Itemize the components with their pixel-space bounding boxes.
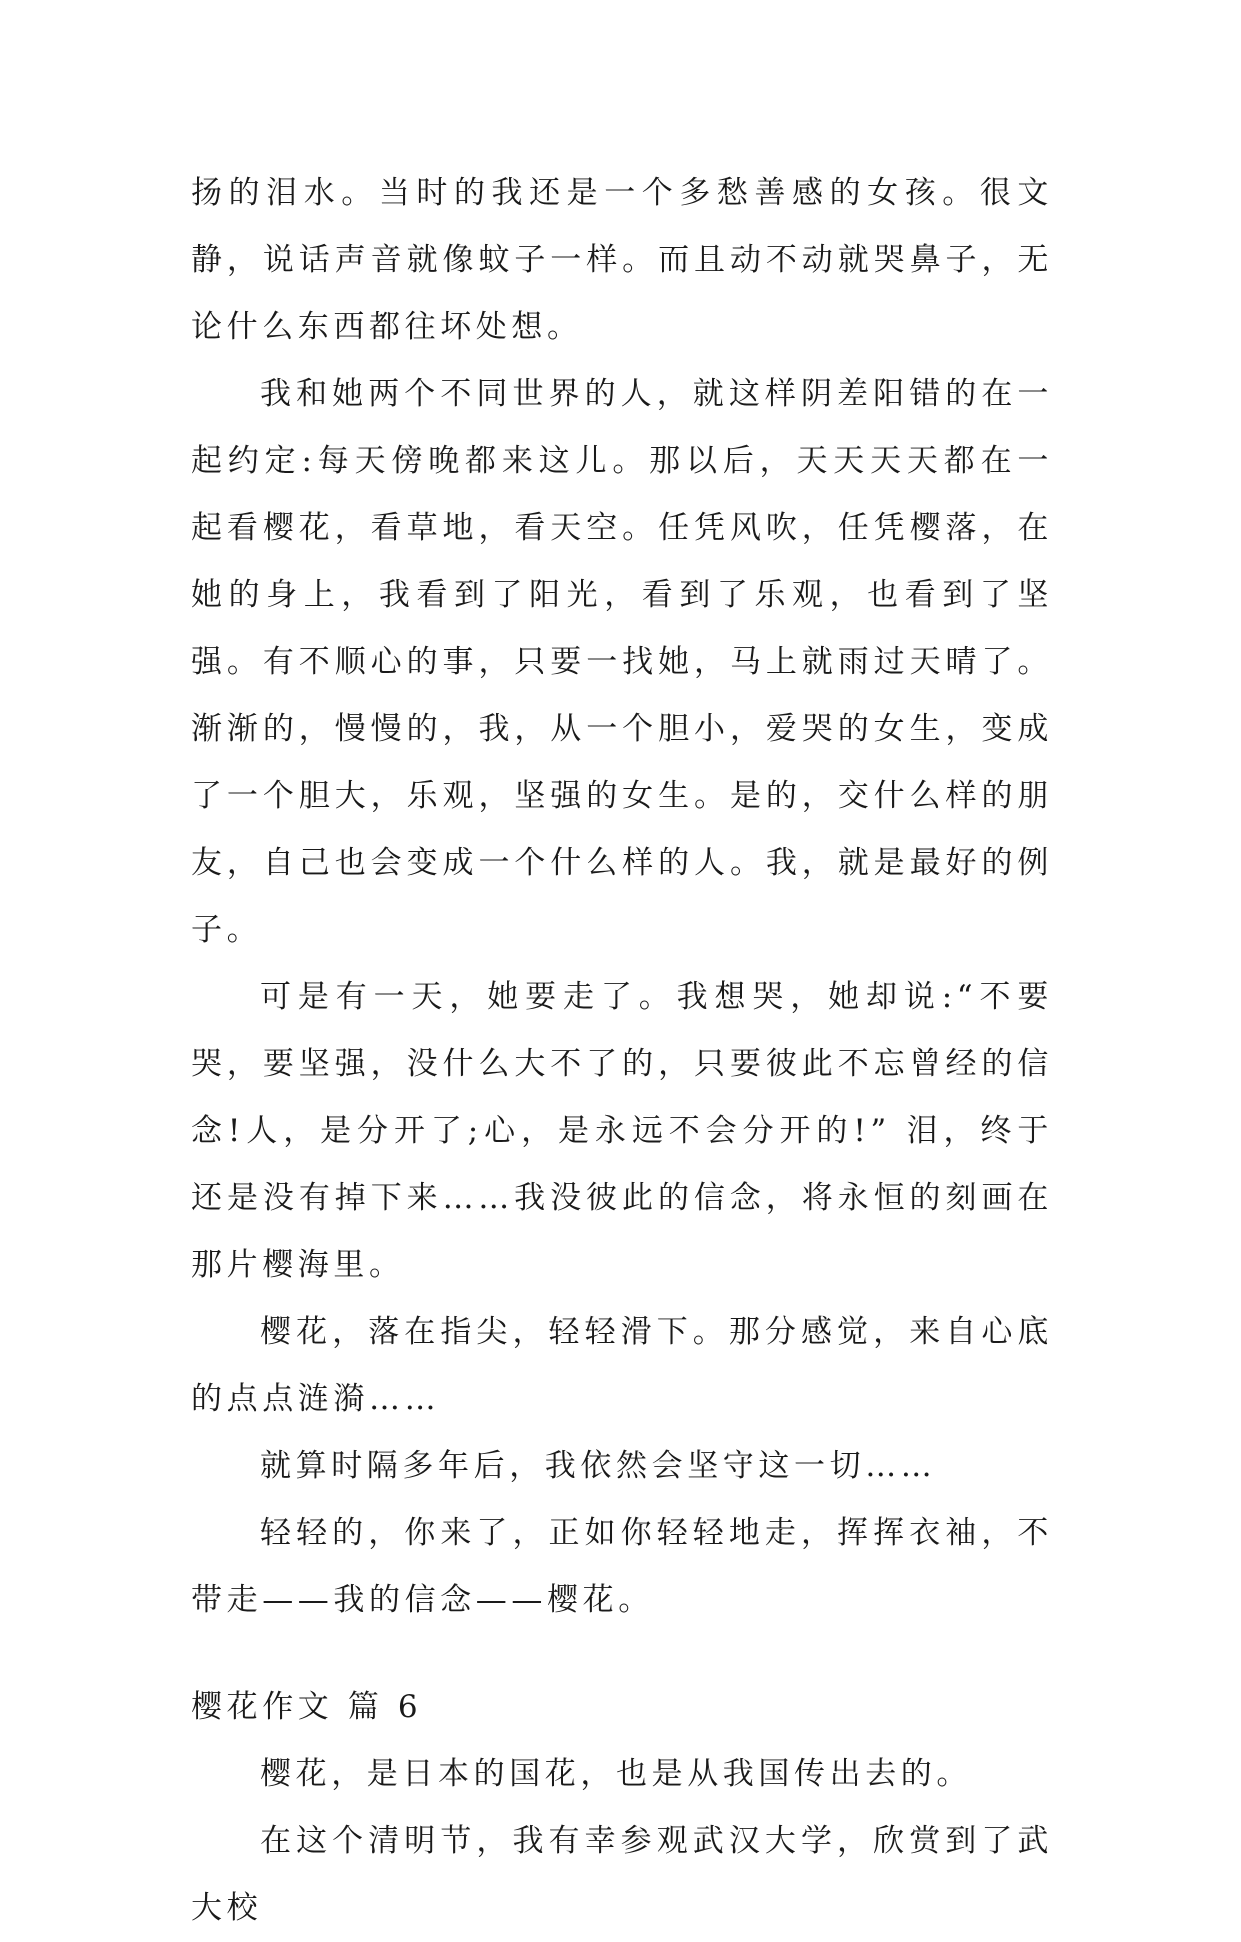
paragraph-4: 樱花，落在指尖，轻轻滑下。那分感觉，来自心底的点点涟漪…… [191, 1314, 1053, 1417]
paragraph-7: 樱花，是日本的国花，也是从我国传出去的。 [260, 1756, 972, 1792]
paragraph-1: 扬的泪水。当时的我还是一个多愁善感的女孩。很文静，说话声音就像蚊子一样。而且动不动就哭鼻子，无论什么东西都往坏处想。 [191, 175, 1053, 345]
paragraph-8: 在这个清明节，我有幸参观武汉大学，欣赏到了武大校 [191, 1823, 1053, 1926]
paragraph-5: 就算时隔多年后，我依然会坚守这一切…… [260, 1448, 937, 1484]
section-gap [191, 1634, 1053, 1674]
paragraph-3: 可是有一天，她要走了。我想哭，她却说:“不要哭，要坚强，没什么大不了的，只要彼此不忘曾经的信念!人，是分开了;心，是永远不会分开的!” 泪，终于还是没有掉下来……我没彼此的信念，将永恒的刻画在那片樱海里。 [191, 979, 1053, 1283]
section-heading: 樱花作文 篇 6 [191, 1689, 423, 1725]
paragraph-2: 我和她两个不同世界的人，就这样阴差阳错的在一起约定:每天傍晚都来这儿。那以后，天天天天都在一起看樱花，看草地，看天空。任凭风吹，任凭樱落，在她的身上，我看到了阳光，看到了乐观，也看到了坚强。有不顺心的事，只要一找她，马上就雨过天晴了。渐渐的，慢慢的，我，从一个胆小，爱哭的女生，变成了一个胆大，乐观，坚强的女生。是的，交什么样的朋友，自己也会变成一个什么样的人。我，就是最好的例子。 [191, 376, 1053, 948]
paragraph-6: 轻轻的，你来了，正如你轻轻地走，挥挥衣袖，不带走——我的信念——樱花。 [191, 1515, 1053, 1618]
document-page [191, 160, 1053, 1942]
